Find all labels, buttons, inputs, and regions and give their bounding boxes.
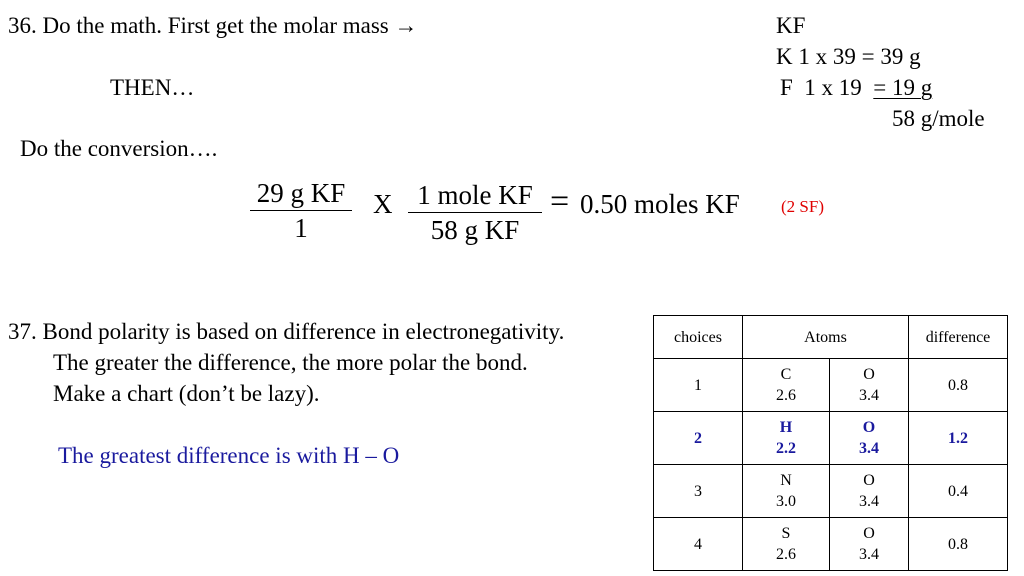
header-choices: choices	[654, 316, 743, 359]
row-atom-2	[830, 412, 909, 465]
q37-answer: The greatest difference is with H – O	[58, 443, 400, 468]
fraction-grams	[250, 176, 352, 245]
sig-figs-note: (2 SF)	[781, 197, 824, 216]
row-difference: 0.8	[909, 359, 1008, 412]
conversion-result: 0.50 moles KF	[580, 189, 740, 219]
row-atom-1	[743, 518, 830, 571]
row-choice: 1	[654, 359, 743, 412]
atom-electronegativity: 3.4	[859, 493, 879, 510]
row-atom-2	[830, 359, 909, 412]
atom-symbol: N	[780, 472, 792, 489]
atom-symbol: H	[779, 419, 793, 436]
table-row	[654, 518, 1008, 571]
header-atoms: Atoms	[743, 316, 909, 359]
electronegativity-chart	[653, 315, 1008, 571]
atom-electronegativity: 3.0	[776, 493, 796, 510]
molar-mass-compound: KF	[776, 13, 806, 38]
row-choice: 2	[654, 412, 743, 465]
equals-sign: =	[550, 183, 570, 220]
atom-electronegativity: 2.6	[776, 546, 796, 563]
row-difference: 0.4	[909, 465, 1008, 518]
atom-symbol: O	[863, 366, 875, 383]
molar-mass-k-line: K 1 x 39 = 39 g	[776, 44, 921, 69]
multiply-sign: X	[373, 189, 393, 219]
q36-then: THEN…	[110, 75, 195, 100]
chart-header-row	[654, 316, 1008, 359]
row-difference: 1.2	[909, 412, 1008, 465]
q37-line-3: Make a chart (don’t be lazy).	[53, 381, 320, 406]
molar-mass-f-value: = 19 g	[873, 75, 933, 100]
atom-electronegativity: 3.4	[859, 546, 879, 563]
row-atom-2	[830, 518, 909, 571]
row-atom-1	[743, 412, 830, 465]
q37-line-1: 37. Bond polarity is based on difference in electronegativity.	[8, 319, 565, 344]
row-difference: 0.8	[909, 518, 1008, 571]
fraction-mole	[408, 178, 542, 247]
fraction-grams-denominator: 1	[294, 213, 308, 243]
row-choice: 4	[654, 518, 743, 571]
row-atom-1	[743, 465, 830, 518]
table-row-highlighted	[654, 412, 1008, 465]
q36-instruction: 36. Do the math. First get the molar mass →	[8, 13, 418, 38]
atom-symbol: C	[780, 366, 792, 383]
fraction-grams-numerator: 29 g KF	[250, 176, 352, 211]
atom-electronegativity: 2.2	[776, 440, 796, 457]
q37-line-2: The greater the difference, the more polar the bond.	[53, 350, 528, 375]
atom-electronegativity: 3.4	[859, 387, 879, 404]
q36-conversion-label: Do the conversion….	[20, 136, 218, 161]
fraction-mole-numerator: 1 mole KF	[408, 178, 542, 213]
molar-mass-total: 58 g/mole	[892, 106, 985, 131]
table-row	[654, 465, 1008, 518]
header-difference: difference	[909, 316, 1008, 359]
atom-symbol: O	[862, 419, 876, 436]
fraction-mole-denominator: 58 g KF	[430, 215, 520, 245]
atom-symbol: O	[863, 525, 875, 542]
molar-mass-f-prefix: F 1 x 19	[780, 75, 874, 100]
atom-symbol: O	[863, 472, 875, 489]
molar-mass-f-line	[780, 74, 932, 102]
atom-electronegativity: 3.4	[859, 440, 879, 457]
row-atom-2	[830, 465, 909, 518]
table-row	[654, 359, 1008, 412]
atom-electronegativity: 2.6	[776, 387, 796, 404]
row-atom-1	[743, 359, 830, 412]
atom-symbol: S	[781, 525, 791, 542]
row-choice: 3	[654, 465, 743, 518]
